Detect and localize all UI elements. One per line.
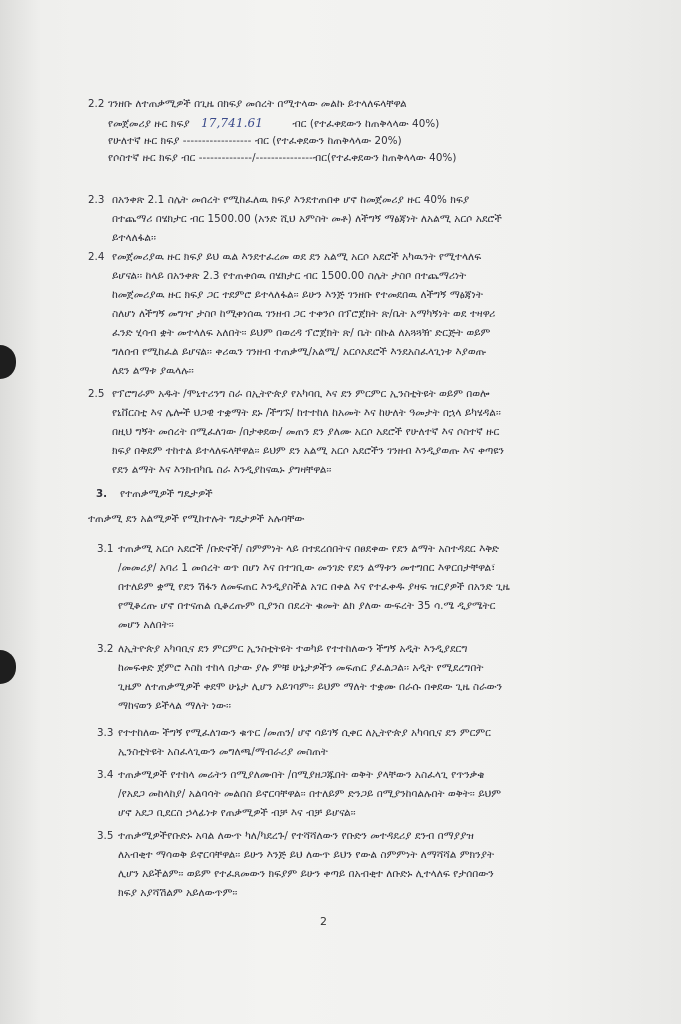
section-2-4-line: ፈንድ ሂሳብ ቋት መተላለፍ አለበት፡፡ ይህም በወረዳ ፕሮጀክት ጽ/ ቤት በኩል ለአጓጓዥ ድርጅት ወይም bbox=[112, 327, 491, 339]
section-2-3-line: በአንቀጽ 2.1 ስሌት መሰረት የሚከፈለዉ ክፍያ እንደተጠበቀ ሆኖ ከመጀመሪያ ዙር 40% ክፍያ bbox=[112, 194, 470, 206]
first-installment-line bbox=[108, 117, 439, 130]
section-number: 3.2 bbox=[97, 643, 114, 655]
section-2-5-line: የፕሮግራም አዱት /ሞኒተሪንግ ስራ በኢትዮጵያ የአካባቢ እና ደን ምርምር ኢንስቲትዩት ወይም በወሎ bbox=[112, 388, 490, 400]
section-2-5-line: በዚህ ግኝት መሰረት በሚፈለገው /በታቀደው/ መጠን ደን ያለሙ አርሶ አደሮች የሁለተኛ እና ሶስተኛ ዙር bbox=[112, 426, 500, 438]
section-3-intro: ተጠቃሚ ደን አልሚዎች የሚከተሉት ግዴታዎች አሉባቸው bbox=[88, 513, 305, 525]
section-2-4-line: ይሆናል፡፡ ከላይ በአንቀጽ 2.3 የተጠቀሰዉ በሄክታር ብር 1500.00 ስሌት ታስቦ በተጨማሪነት bbox=[112, 270, 467, 282]
section-3-2-line: ማከናወን ይችላል ማለት ነው፡፡ bbox=[118, 700, 232, 712]
section-number: 2.4 bbox=[88, 251, 105, 263]
section-3-5-line: ክፍያ አያሻሽልም አይለውጥም፡፡ bbox=[118, 887, 238, 899]
section-number: 2.2 bbox=[88, 98, 105, 110]
section-3-1-line: የሚቆረጡ ሆኖ በተናጠል ሲቆረጡም ቢያንስ በደረት ቁመት ልክ ያለው ውፍረት 35 ሳ.ሜ ዲያሜትር bbox=[118, 600, 496, 612]
section-3-heading: የተጠቃሚዎች ግዴታዎች bbox=[120, 488, 213, 500]
section-2-4-line: የመጀመሪያዉ ዙር ክፍያ ይህ ዉል እንደተፈረመ ወደ ደን አልሚ አርሶ አደሮች አካዉንት የሚተላለፍ bbox=[112, 251, 482, 263]
section-3-5-line: ሊሆን አይችልም፡፡ ወይም የተፈጸመውን ክፍያም ይሁን ቀጣይ በአብቂተ ለቡድኑ ሊተላለፍ የታሰበውን bbox=[118, 868, 494, 880]
section-2-5-line: ክፍያ በቅደም ተከተል ይተላለፍላቸዋል፡፡ ይህም ደን አልሚ አርሶ አደሮችን ገንዘብ እንዲያወጡ እና ቀጣዩን bbox=[112, 445, 504, 457]
section-3-1-line: በተለይም ቋሚ የደን ሽፋን ለመፍጠር እንዲያስችል አገር በቀል እና የተፈቀዱ ያዛፍ ዝርያዎች በአንድ ጊዜ bbox=[118, 581, 510, 593]
section-3-4-line: /የአደጋ መከላከያ/ አልባሳት መልበስ ይኖርባቸዋል፡፡ በተለይም ድንጋይ በሚያንከባልሉበት ወቅት፡፡ ይህም bbox=[118, 788, 501, 800]
section-number: 3.5 bbox=[97, 830, 114, 842]
section-2-4-line: ከመጀመሪያዉ ዙር ክፍያ ጋር ተደምሮ ይተላለፋል፡፡ ይሁን እንጅ ገንዘቡ የተመደበዉ ለችግኝ ማፅጃነት bbox=[112, 289, 483, 301]
section-2-4-line: ለደን ልማቱ ያዉላሉ፡፡ bbox=[112, 365, 194, 377]
section-3-4-line: ሆኖ አደጋ ቢደርስ ኃላፊነቱ የጠቃሚዎች ብቻ እና ብቻ ይሆናል፡፡ bbox=[118, 807, 356, 819]
section-3-3-line: ኢንስቲትዩት አስፈላጊውን መግለጫ/ማብራሪያ መስጠት bbox=[118, 746, 328, 758]
section-3-3-line: የተተከለው ችግኝ የሚፈለገውን ቁጥር /መጠን/ ሆኖ ሳይገኝ ሲቀር ለኢትዮጵያ አካባቢና ደን ምርምር bbox=[118, 727, 491, 739]
binder-hole-bottom bbox=[0, 650, 16, 684]
section-number: 2.3 bbox=[88, 194, 105, 206]
section-2-3-line: በተጨማሪ በሄክታር ብር 1500.00 (አንድ ሺህ አምስት መቶ) ለችግኝ ማፅጃነት ለአልሚ አርሶ አደሮች bbox=[112, 213, 502, 225]
first-installment-label: የመጀመሪያ ዙር ክፍያ bbox=[108, 118, 190, 130]
section-2-5-line: የኒቨርስቲ እና ሌሎች ህጋዊ ተቋማት ደኑ /ችግኙ/ ከተተከለ ከአመት እና ከሁለት ዓመታት በኋላ ይካሄዳል፡፡ bbox=[112, 407, 501, 419]
page-number: 2 bbox=[320, 915, 327, 928]
section-2-4-line: ግለሰብ የሚከፈል ይሆናል፡፡ ቀሪዉን ገንዘብ ተጠቃሚ/አልሚ/ አርሶአደሮች እንደአስፈላጊነቱ እያወጡ bbox=[112, 346, 487, 358]
section-3-5-line: ተጠቃሚዎችየቡድኑ አባል ለውጥ ካለ/ካደረጉ/ የተሻሻለውን የቡድን መተዳደሪያ ደንብ በማያያዝ bbox=[118, 830, 474, 842]
first-installment-percent: ብር (የተፈቀደውን ከጠቅላላው 40%) bbox=[292, 118, 440, 130]
first-installment-amount: 17,741.61 bbox=[201, 116, 264, 130]
section-2-4-line: ስለሆነ ለችግኝ መግዣ ታስቦ ከሚቀነሰዉ ገንዘብ ጋር ተቀንሶ በፕሮጀክት ጽ/ቤት አማካኝነት ወደ ተዛዋሪ bbox=[112, 308, 496, 320]
section-2-3-line: ይተላለፋል፡፡ bbox=[112, 232, 157, 244]
section-3-4-line: ተጠቃሚዎች የተከላ መሬትን በሚያለሙበት /በሚያዘጋጁበት ወቅት ያላቸውን አስፈላጊ የጥንቃቄ bbox=[118, 769, 485, 781]
section-3-5-line: ለአብቂተ ማሳወቅ ይኖርባቸዋል፡፡ ይሁን እንጅ ይህ ለውጥ ይህን የውል ስምምነት ለማሻሻል ምክንያት bbox=[118, 849, 495, 861]
section-3-1-line: መሆን አለበት፡፡ bbox=[118, 619, 174, 631]
second-installment-line: የሁለተኛ ዙር ክፍያ ------------------ ብር (የተፈቀደውን ከጠቅላላው 20%) bbox=[108, 135, 402, 147]
section-3-1-line: /መመሪያ/ አባሪ 1 መሰረት ወጥ በሆነ እና በተገቢው መንገድ የደን ልማቱን መተግበር እዋርበታቸዋል፣ bbox=[118, 562, 496, 574]
section-number: 2.5 bbox=[88, 388, 105, 400]
section-3-2-line: ጊዜም ለተጠቃሚዎች ቀደሞ ሁኔታ ሊሆን አይገባም፡፡ ይህም ማለት ተቋሙ በራሱ በቀደው ጊዜ ስራውን bbox=[118, 681, 503, 693]
section-2-2-heading: ገንዘቡ ለተጠቃሚዎች በጊዜ በክፍያ መሰረት በሚተላው መልኩ ይተላለፍላቸዋል bbox=[108, 98, 407, 110]
section-number: 3. bbox=[96, 488, 108, 500]
binder-hole-top bbox=[0, 345, 16, 379]
section-2-5-line: የደን ልማት እና እንክብካቤ ስራ እንዲያከናዉኑ ያግዛቸዋል፡፡ bbox=[112, 464, 332, 476]
section-3-2-line: ከመፍቀድ ጀምሮ እስከ ተከላ በታው ያሉ ምቹ ሁኔታዎችን መፍጠር ያፈልጋል፡፡ አዲት የሚደረግበት bbox=[118, 662, 484, 674]
section-number: 3.3 bbox=[97, 727, 114, 739]
section-3-2-line: ለኢትዮጵያ አካባቢና ደን ምርምር ኢንስቲትዩት ተወካይ የተተከለውን ችግኝ አዲት እንዲያደርግ bbox=[118, 643, 468, 655]
third-installment-line: የሶስተኛ ዙር ክፍያ ብር --------------/---------------ብር(የተፈቀደውን ከጠቅላላው 40%) bbox=[108, 152, 457, 164]
section-3-1-line: ተጠቃሚ አርሶ አደሮች /ቡድኖች/ ስምምነት ላይ በተደረሰበትና በፀደቀው የደን ልማት አስተዳደር እቅድ bbox=[118, 543, 500, 555]
section-number: 3.1 bbox=[97, 543, 114, 555]
section-number: 3.4 bbox=[97, 769, 114, 781]
